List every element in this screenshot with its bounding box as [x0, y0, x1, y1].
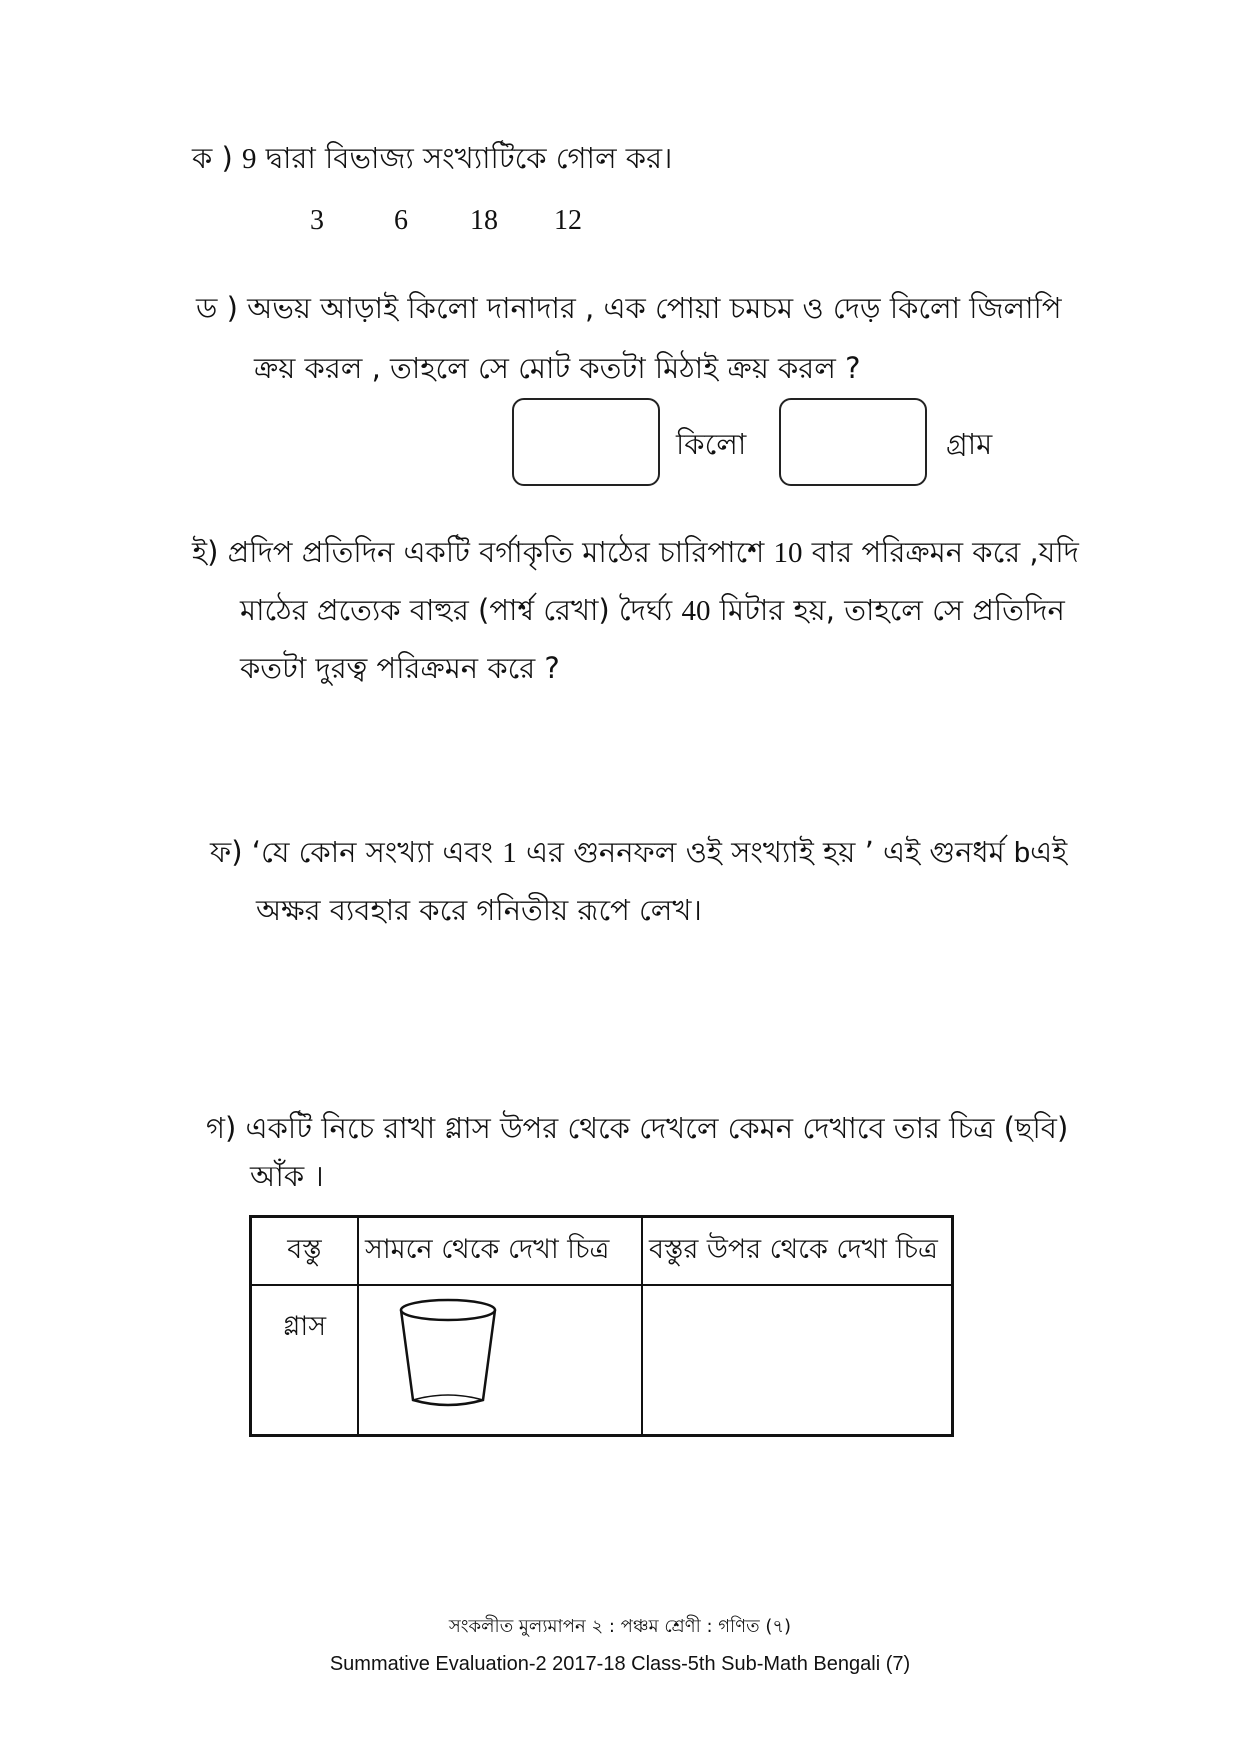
gram-unit-label: গ্রাম: [946, 427, 993, 461]
option-number[interactable]: 12: [554, 205, 582, 236]
question-label: ই): [192, 535, 219, 569]
question-pha-line2: অক্ষর ব্যবহার করে গনিতীয় রূপে লেখ।: [256, 893, 702, 927]
question-text: মাঠের প্রত্যেক বাহুর (পার্শ্ব রেখা) দৈর্ঘ্য: [240, 593, 673, 627]
question-text: দ্বারা বিভাজ্য সংখ্যাটিকে গোল কর।: [265, 141, 673, 175]
top-view-answer-cell[interactable]: [642, 1285, 953, 1436]
number-options: [0, 205, 1240, 245]
glass-front-view-drawing: [359, 1286, 629, 1414]
question-i-line2: [240, 592, 1065, 629]
table-header-row: [251, 1217, 953, 1286]
gram-answer-box[interactable]: [779, 398, 927, 486]
question-da-line1: [196, 290, 1062, 326]
question-text: একটি নিচে রাখা গ্লাস উপর থেকে দেখলে কেমন দেখাবে তার চিত্র (ছবি): [245, 1111, 1069, 1145]
option-number[interactable]: 18: [470, 205, 498, 236]
option-number[interactable]: 6: [394, 205, 408, 236]
option-number[interactable]: 3: [310, 205, 324, 236]
question-da-line2: ক্রয় করল , তাহলে সে মোট কতটা মিঠাই ক্রয় করল ?: [254, 351, 861, 385]
question-text: বার পরিক্রমন করে ,যদি: [811, 535, 1079, 569]
question-ka: [192, 140, 672, 177]
question-text: ‘যে কোন সংখ্যা এবং: [251, 835, 494, 869]
header-front-view: সামনে থেকে দেখা চিত্র: [358, 1217, 642, 1286]
row-label-glass: গ্লাস: [251, 1285, 359, 1436]
footer-bengali: সংকলীত মুল্যমাপন ২ : পঞ্চম শ্রেণী : গণিত (৭): [448, 1616, 792, 1637]
question-i-line1: [192, 534, 1079, 571]
question-number: 10: [773, 537, 803, 569]
question-ga-line2: আঁক ।: [250, 1159, 324, 1193]
question-text: এর গুননফল ওই সংখ্যাই হয় ’ এই গুনধর্ম: [525, 835, 1005, 869]
question-number: 9: [242, 143, 257, 175]
header-object: বস্তু: [251, 1217, 359, 1286]
question-label: গ): [206, 1111, 237, 1145]
question-text: প্রদিপ প্রতিদিন একটি বর্গাকৃতি মাঠের চারিপাশে: [227, 535, 765, 569]
glass-view-table: [249, 1215, 954, 1437]
question-i-line3: কতটা দুরত্ব পরিক্রমন করে ?: [240, 651, 560, 685]
header-top-view: বস্তুর উপর থেকে দেখা চিত্র: [642, 1217, 953, 1286]
kilo-answer-box[interactable]: [512, 398, 660, 486]
variable-b: b: [1013, 837, 1031, 869]
question-pha-line1: [210, 834, 1067, 871]
question-label: ফ): [210, 835, 243, 869]
question-text: অভয় আড়াই কিলো দানাদার , এক পোয়া চমচম ও দেড় কিলো জিলাপি: [247, 291, 1062, 325]
question-label: ক ): [192, 141, 233, 175]
question-number: 40: [681, 595, 711, 627]
question-label: ড ): [196, 291, 238, 325]
front-view-cell: [358, 1285, 642, 1436]
table-row: [251, 1285, 953, 1436]
question-text: মিটার হয়, তাহলে সে প্রতিদিন: [719, 593, 1065, 627]
question-number: 1: [502, 837, 517, 869]
question-ga-line1: [206, 1110, 1068, 1146]
question-text: এই: [1030, 835, 1068, 869]
footer-english: Summative Evaluation-2 2017-18 Class-5th Sub-Math Bengali (7): [329, 1653, 911, 1675]
kilo-unit-label: কিলো: [676, 427, 747, 461]
